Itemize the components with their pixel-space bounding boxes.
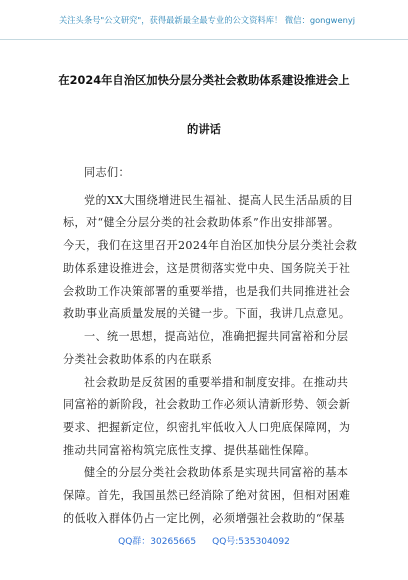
body-line: 会救助工作决策部署的重要举措，也是我们共同推进社会 — [63, 285, 351, 298]
salutation: 同志们： — [84, 166, 130, 179]
body-line: 健全的分层分类社会救助体系是实现共同富裕的基本 — [84, 466, 349, 479]
body-line: 要求、把握新定位，织密扎牢低收入人口兜底保障网，为 — [63, 421, 351, 434]
document-title-line-2: 的讲话 — [187, 123, 221, 136]
qq-number: QQ号:535304092 — [212, 537, 290, 547]
body-line: 助体系建设推进会，这是贯彻落实党中央、国务院关于社 — [63, 262, 351, 275]
footer-contact — [0, 534, 408, 547]
body-line: 的低收入群体仍占一定比例，必须增强社会救助的“保基 — [63, 512, 345, 525]
body-line: 同富裕的新阶段，社会救助工作必须认清新形势、领会新 — [63, 398, 351, 411]
body-line: 社会救助是反贫困的重要举措和制度安排。在推动共 — [84, 376, 349, 389]
body-line: 党的XX大围绕增进民生福祉、提高人民生活品质的目 — [84, 194, 354, 207]
document-title-line-1: 在2024年自治区加快分层分类社会救助体系建设推进会上 — [58, 74, 350, 87]
header-banner — [0, 0, 408, 40]
section-heading-line: 一、统一思想，提高站位，准确把握共同富裕和分层 — [84, 330, 349, 343]
body-line: 推动共同富裕构筑完底性支撑、提供基础性保障。 — [63, 444, 316, 457]
section-heading-line: 分类社会救助体系的内在联系 — [63, 353, 213, 366]
qq-group: QQ群：30265665 — [118, 537, 197, 547]
body-line: 保障。首先，我国虽然已经消除了绝对贫困，但相对困难 — [63, 489, 351, 502]
body-line: 救助事业高质量发展的关键一步。下面，我讲几点意见。 — [63, 307, 351, 320]
body-line: 今天，我们在这里召开2024年自治区加快分层分类社会救 — [63, 239, 358, 252]
body-line: 标，对“健全分层分类的社会救助体系”作出安排部署。 — [63, 216, 340, 229]
banner-text: 关注头条号"公文研究"，获得最新最全最专业的公文资料库！ 微信：gongwenyj — [58, 15, 356, 25]
